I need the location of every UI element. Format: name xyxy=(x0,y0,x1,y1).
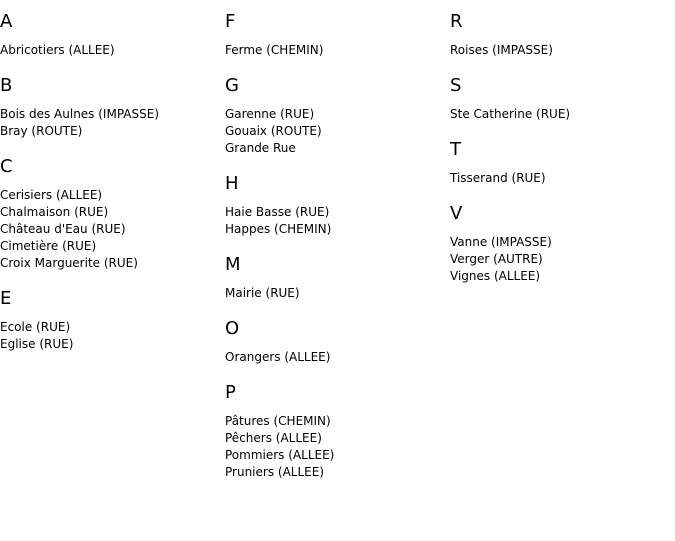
street-item[interactable]: Ste Catherine (RUE) xyxy=(450,107,571,121)
letter-group-r xyxy=(450,10,670,59)
street-list xyxy=(450,234,670,285)
street-item[interactable]: Gouaix (ROUTE) xyxy=(225,124,322,138)
street-index-column-1 xyxy=(0,10,220,368)
street-list xyxy=(0,42,220,59)
street-item[interactable]: Ecole (RUE) xyxy=(0,320,71,334)
street-item[interactable]: Haie Basse (RUE) xyxy=(225,205,330,219)
street-index-column-3 xyxy=(450,10,670,300)
street-item[interactable]: Pâtures (CHEMIN) xyxy=(225,414,331,428)
letter-heading: E xyxy=(0,288,12,309)
street-item[interactable]: Château d'Eau (RUE) xyxy=(0,222,126,236)
street-item[interactable]: Ferme (CHEMIN) xyxy=(225,43,324,57)
street-item[interactable]: Grande Rue xyxy=(225,141,296,155)
letter-group-o xyxy=(225,317,445,366)
street-list xyxy=(450,42,670,59)
letter-heading: G xyxy=(225,75,239,96)
letter-group-p xyxy=(225,381,445,481)
letter-group-v xyxy=(450,202,670,285)
street-list xyxy=(225,413,445,481)
letter-group-t xyxy=(450,138,670,187)
letter-heading: B xyxy=(0,75,13,96)
street-list xyxy=(225,285,445,302)
street-item[interactable]: Roises (IMPASSE) xyxy=(450,43,553,57)
street-list xyxy=(450,106,670,123)
letter-heading: A xyxy=(0,11,13,32)
street-list xyxy=(0,187,220,272)
street-item[interactable]: Pruniers (ALLEE) xyxy=(225,465,324,479)
street-list xyxy=(225,204,445,238)
letter-heading: S xyxy=(450,75,462,96)
letter-group-h xyxy=(225,172,445,238)
street-item[interactable]: Verger (AUTRE) xyxy=(450,252,543,266)
letter-group-c xyxy=(0,155,220,272)
street-list xyxy=(450,170,670,187)
street-item[interactable]: Happes (CHEMIN) xyxy=(225,222,332,236)
street-item[interactable]: Mairie (RUE) xyxy=(225,286,300,300)
street-item[interactable]: Bray (ROUTE) xyxy=(0,124,83,138)
letter-heading: C xyxy=(0,156,13,177)
letter-group-m xyxy=(225,253,445,302)
letter-group-g xyxy=(225,74,445,157)
street-item[interactable]: Bois des Aulnes (IMPASSE) xyxy=(0,107,159,121)
street-item[interactable]: Abricotiers (ALLEE) xyxy=(0,43,115,57)
letter-group-a xyxy=(0,10,220,59)
street-item[interactable]: Orangers (ALLEE) xyxy=(225,350,331,364)
letter-heading: T xyxy=(450,139,461,160)
street-list xyxy=(0,106,220,140)
letter-group-s xyxy=(450,74,670,123)
street-item[interactable]: Vignes (ALLEE) xyxy=(450,269,541,283)
street-item[interactable]: Garenne (RUE) xyxy=(225,107,315,121)
letter-group-f xyxy=(225,10,445,59)
street-item[interactable]: Pommiers (ALLEE) xyxy=(225,448,335,462)
letter-heading: R xyxy=(450,11,463,32)
letter-heading: F xyxy=(225,11,236,32)
letter-heading: M xyxy=(225,254,241,275)
street-list xyxy=(225,106,445,157)
street-index-column-2 xyxy=(225,10,445,496)
letter-group-e xyxy=(0,287,220,353)
letter-heading: H xyxy=(225,173,239,194)
letter-heading: P xyxy=(225,382,236,403)
street-item[interactable]: Croix Marguerite (RUE) xyxy=(0,256,138,270)
street-item[interactable]: Pêchers (ALLEE) xyxy=(225,431,322,445)
street-item[interactable]: Chalmaison (RUE) xyxy=(0,205,109,219)
street-list xyxy=(0,319,220,353)
street-item[interactable]: Vanne (IMPASSE) xyxy=(450,235,552,249)
street-item[interactable]: Tisserand (RUE) xyxy=(450,171,546,185)
letter-group-b xyxy=(0,74,220,140)
street-list xyxy=(225,42,445,59)
street-list xyxy=(225,349,445,366)
street-item[interactable]: Cimetière (RUE) xyxy=(0,239,97,253)
street-item[interactable]: Eglise (RUE) xyxy=(0,337,74,351)
letter-heading: O xyxy=(225,318,240,339)
letter-heading: V xyxy=(450,203,463,224)
street-item[interactable]: Cerisiers (ALLEE) xyxy=(0,188,103,202)
